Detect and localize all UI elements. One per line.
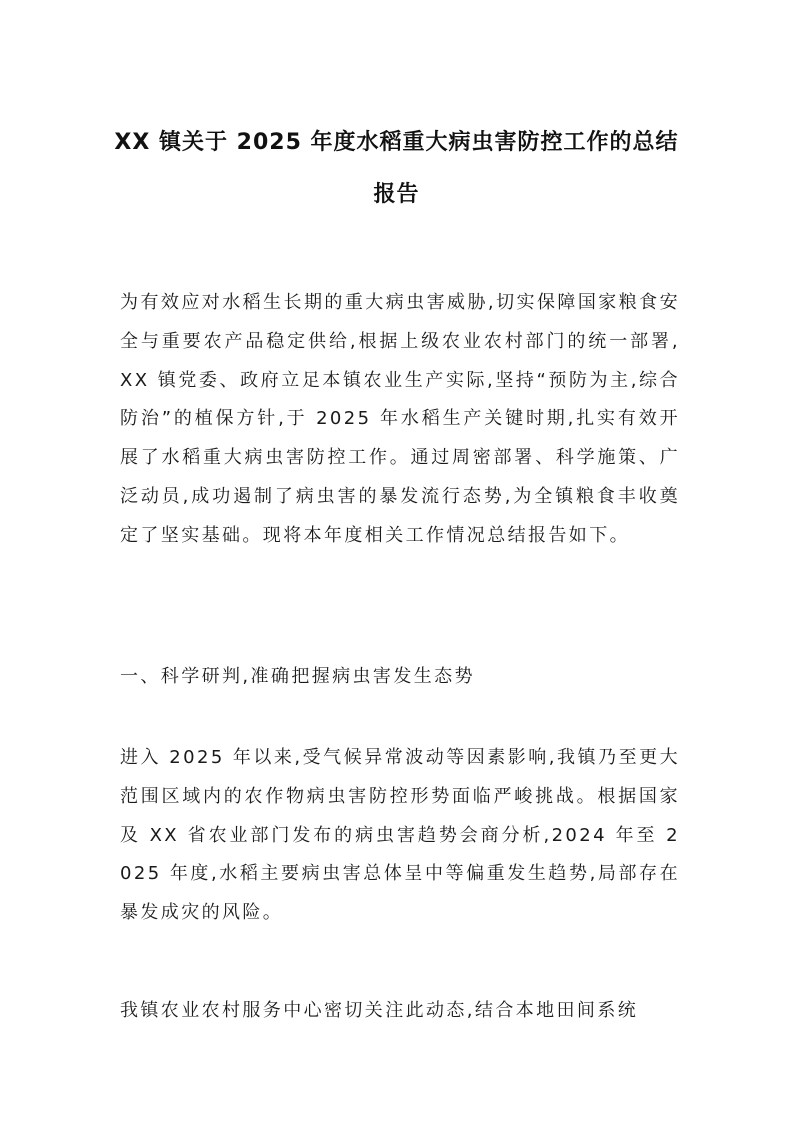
section1-paragraph-2: 我镇农业农村服务中心密切关注此动态,结合本地田间系统 <box>120 1000 639 1021</box>
section1-paragraph-1: 进入 2025 年以来,受气候异常波动等因素影响,我镇乃至更大范围区域内的农作物病虫害防控形势面临严峻挑战。根据国家及 XX 省农业部门发布的病虫害趋势会商分析,2024 年至 2025 年度,水稻主要病虫害总体呈中等偏重发生趋势,局部存在暴发成灾的风险。 <box>120 747 680 924</box>
intro-paragraph: 为有效应对水稻生长期的重大病虫害威胁,切实保障国家粮食安全与重要农产品稳定供给,根据上级农业农村部门的统一部署,XX 镇党委、政府立足本镇农业生产实际,坚持“预防为主,综合防治”的植保方针,于 2025 年水稻生产关键时期,扎实有效开展了水稻重大病虫害防控工作。通过周密部署、科学施策、广泛动员,成功遏制了病虫害的暴发流行态势,为全镇粮食丰收奠定了坚实基础。现将本年度相关工作情况总结报告如下。 <box>120 292 680 546</box>
document-title-line1: XX 镇关于 2025 年度水稻重大病虫害防控工作的总结 <box>114 130 679 155</box>
section-heading-1: 一、科学研判,准确把握病虫害发生态势 <box>120 666 475 687</box>
document-title-line2: 报告 <box>373 182 420 207</box>
